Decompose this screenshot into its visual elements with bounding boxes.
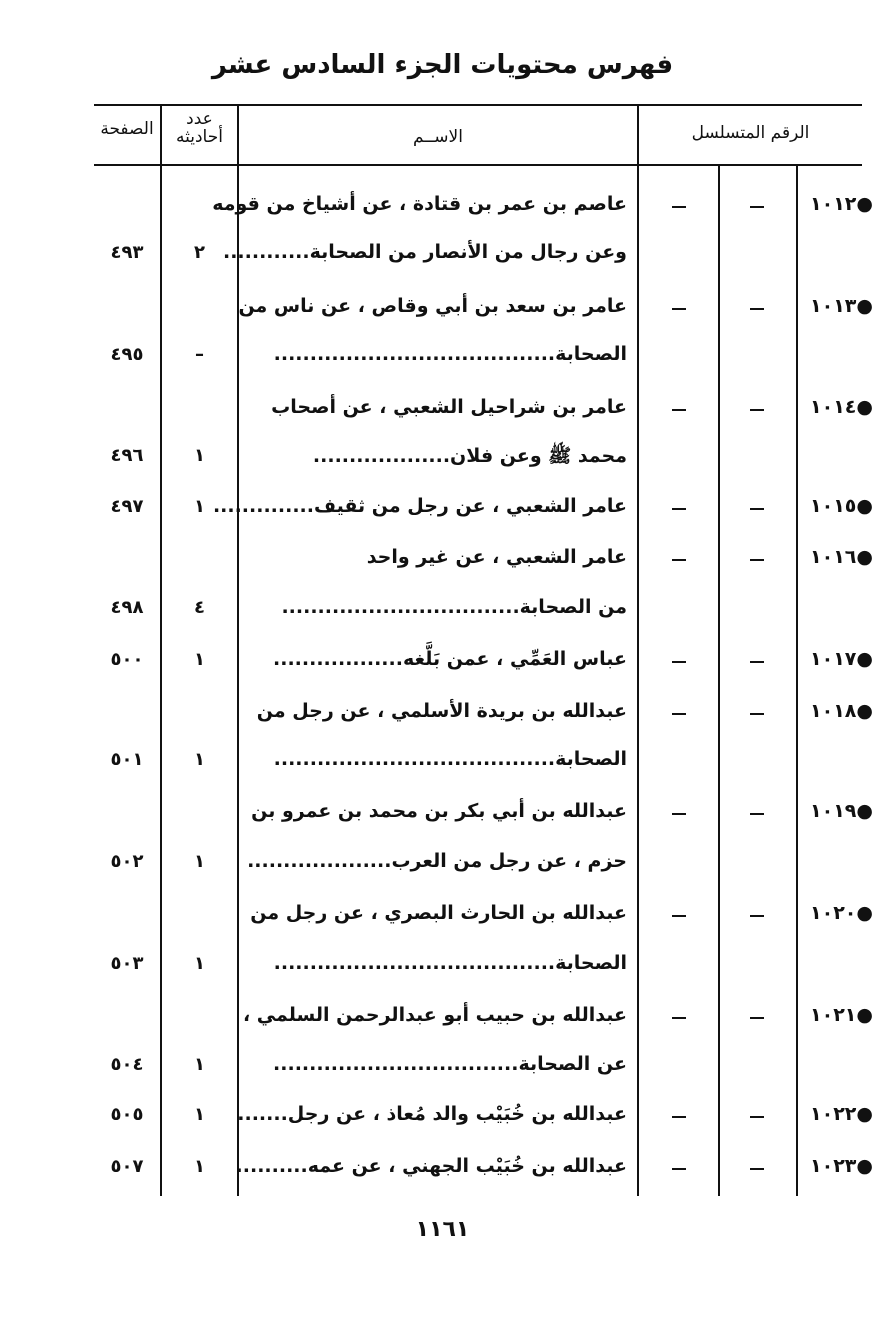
serial-dash bbox=[750, 1017, 764, 1019]
serial-dash bbox=[750, 813, 764, 815]
serial-dash bbox=[750, 1168, 764, 1170]
serial-dash bbox=[672, 559, 686, 561]
entry-name-line1: عبدالله بن خُبَيْب الجهني ، عن عمه.......... bbox=[235, 1155, 627, 1177]
hadith-count: ١ bbox=[194, 1156, 205, 1177]
hadith-count: – bbox=[195, 344, 204, 365]
header-name: الاســم bbox=[413, 127, 463, 147]
serial-dash bbox=[672, 813, 686, 815]
serial-dash bbox=[672, 1017, 686, 1019]
serial-dash bbox=[672, 206, 686, 208]
page-ref: ٥٠٠ bbox=[110, 649, 144, 670]
serial-number: ●١٠١٦ bbox=[810, 546, 873, 568]
serial-number: ●١٠٢١ bbox=[810, 1004, 873, 1026]
page-ref: ٤٩٦ bbox=[110, 445, 144, 466]
entry-name-line1: عبدالله بن بريدة الأسلمي ، عن رجل من bbox=[256, 700, 627, 722]
hadith-count: ١ bbox=[194, 649, 205, 670]
page-ref: ٥٠٧ bbox=[110, 1156, 144, 1177]
serial-dash bbox=[672, 661, 686, 663]
serial-number: ●١٠٢٢ bbox=[810, 1103, 873, 1125]
entry-name-line2: محمد ﷺ وعن فلان................... bbox=[312, 445, 627, 467]
entry-name-line2: الصحابة....................................... bbox=[273, 343, 627, 365]
entry-name-line2: عن الصحابة.................................. bbox=[273, 1053, 627, 1075]
entry-name-line2: الصحابة....................................... bbox=[273, 748, 627, 770]
header-serial: الرقم المتسلسل bbox=[691, 123, 810, 143]
entry-name-line1: عاصم بن عمر بن قتادة ، عن أشياخ من قومه bbox=[212, 193, 627, 215]
hadith-count: ١ bbox=[194, 445, 205, 466]
hadith-count: ١ bbox=[194, 1054, 205, 1075]
serial-dash bbox=[750, 559, 764, 561]
page-title: فهرس محتويات الجزء السادس عشر bbox=[211, 50, 674, 80]
header-count-line1: عدد bbox=[186, 109, 213, 129]
column-divider-count bbox=[237, 104, 239, 1196]
serial-dash bbox=[750, 409, 764, 411]
serial-dash bbox=[750, 1116, 764, 1118]
entry-name-line1: عبدالله بن الحارث البصري ، عن رجل من bbox=[250, 902, 627, 924]
page-ref: ٤٩٣ bbox=[110, 242, 144, 263]
header-count bbox=[162, 110, 237, 146]
hadith-count: ١ bbox=[194, 851, 205, 872]
serial-dash bbox=[750, 713, 764, 715]
hadith-count: ١ bbox=[194, 749, 205, 770]
hadith-count: ٤ bbox=[194, 597, 205, 618]
column-divider-name bbox=[637, 104, 639, 1196]
serial-number: ●١٠١٩ bbox=[810, 800, 873, 822]
hadith-count: ٢ bbox=[194, 242, 205, 263]
header-top-rule bbox=[94, 104, 862, 106]
entry-name-line2: من الصحابة................................. bbox=[281, 596, 627, 618]
entry-name-line1: عبدالله بن حبيب أبو عبدالرحمن السلمي ، bbox=[242, 1004, 627, 1026]
serial-number: ●١٠١٤ bbox=[810, 396, 873, 418]
header-bottom-rule bbox=[94, 164, 862, 166]
serial-number: ●١٠١٢ bbox=[810, 193, 873, 215]
serial-dash bbox=[672, 409, 686, 411]
serial-dash bbox=[672, 1168, 686, 1170]
serial-number: ●١٠١٣ bbox=[810, 295, 873, 317]
hadith-count: ١ bbox=[194, 496, 205, 517]
page-ref: ٥٠٢ bbox=[110, 851, 144, 872]
page-ref: ٥٠١ bbox=[110, 749, 144, 770]
serial-dash bbox=[672, 508, 686, 510]
serial-number: ●١٠٢٠ bbox=[810, 902, 873, 924]
entry-name-line2: الصحابة....................................... bbox=[273, 952, 627, 974]
serial-number: ●١٠٢٣ bbox=[810, 1155, 873, 1177]
entry-name-line1: عباس العَمِّي ، عمن بَلَّغه.................. bbox=[273, 648, 627, 670]
serial-dash bbox=[672, 713, 686, 715]
entry-name-line1: عامر الشعبي ، عن رجل من ثقيف.............. bbox=[212, 495, 627, 517]
serial-dash bbox=[750, 508, 764, 510]
entry-name-line1: عامر الشعبي ، عن غير واحد bbox=[366, 546, 627, 568]
page-ref: ٥٠٣ bbox=[110, 953, 144, 974]
serial-number: ●١٠١٨ bbox=[810, 700, 873, 722]
entry-name-line2: حزم ، عن رجل من العرب.................... bbox=[247, 850, 627, 872]
serial-number: ●١٠١٧ bbox=[810, 648, 873, 670]
entry-name-line1: عبدالله بن أبي بكر بن محمد بن عمرو بن bbox=[251, 800, 627, 822]
serial-dash bbox=[672, 308, 686, 310]
page-ref: ٤٩٨ bbox=[110, 597, 144, 618]
serial-dash bbox=[750, 661, 764, 663]
entry-name-line2: وعن رجال من الأنصار من الصحابة............ bbox=[223, 241, 627, 263]
column-divider-serial-a bbox=[718, 164, 720, 1196]
page-ref: ٤٩٥ bbox=[110, 344, 144, 365]
serial-dash bbox=[750, 915, 764, 917]
hadith-count: ١ bbox=[194, 953, 205, 974]
entry-name-line1: عبدالله بن خُبَيْب والد مُعاذ ، عن رجل....... bbox=[237, 1103, 627, 1125]
hadith-count: ١ bbox=[194, 1104, 205, 1125]
serial-dash bbox=[672, 1116, 686, 1118]
serial-dash bbox=[750, 206, 764, 208]
page-number: ١١٦١ bbox=[415, 1217, 470, 1242]
page-ref: ٥٠٤ bbox=[110, 1054, 144, 1075]
entry-name-line1: عامر بن شراحيل الشعبي ، عن أصحاب bbox=[271, 396, 627, 418]
header-count-line2: أحاديثه bbox=[176, 127, 223, 147]
column-divider-serial-b bbox=[796, 164, 798, 1196]
header-page: الصفحة bbox=[100, 119, 154, 139]
entry-name-line1: عامر بن سعد بن أبي وقاص ، عن ناس من bbox=[238, 295, 627, 317]
serial-dash bbox=[672, 915, 686, 917]
serial-number: ●١٠١٥ bbox=[810, 495, 873, 517]
serial-dash bbox=[750, 308, 764, 310]
page-ref: ٥٠٥ bbox=[110, 1104, 144, 1125]
page-ref: ٤٩٧ bbox=[110, 496, 144, 517]
